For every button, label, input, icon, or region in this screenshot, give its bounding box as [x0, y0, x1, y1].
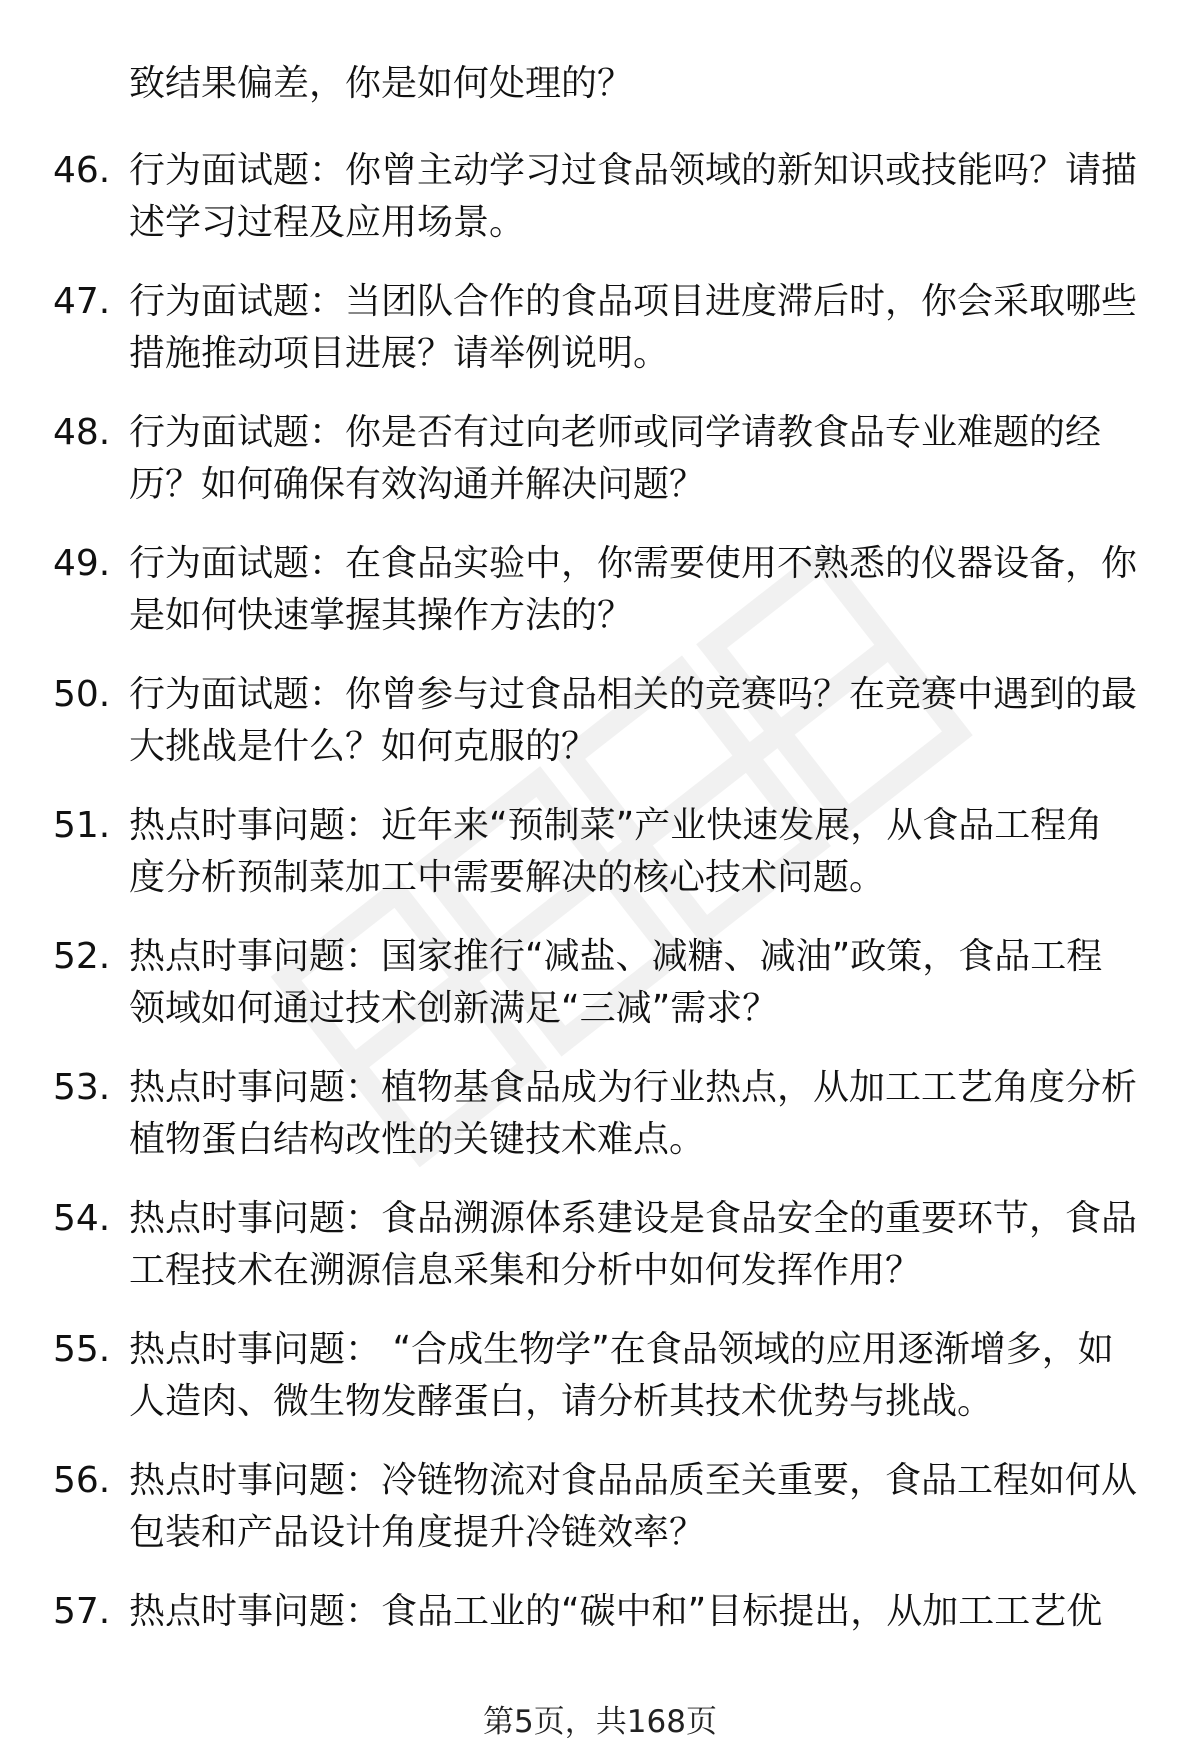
- question-number: 55.: [53, 1329, 111, 1370]
- question-item: [0, 1586, 1200, 1717]
- question-number: 53.: [53, 1067, 111, 1108]
- question-number: 46.: [53, 150, 111, 191]
- question-text: 热点时事问题：食品溯源体系建设是食品安全的重要环节，食品 工程技术在溯源信息采集和分析中如何发挥作用？: [129, 1198, 1138, 1291]
- question-item: [0, 538, 1200, 669]
- question-number: 48.: [53, 412, 111, 453]
- question-text: 热点时事问题：近年来“预制菜”产业快速发展，从食品工程角 度分析预制菜加工中需要解决的核心技术问题。: [129, 805, 1103, 898]
- continuation-line: 致结果偏差，你是如何处理的？: [129, 63, 634, 104]
- question-number: 54.: [53, 1198, 111, 1239]
- question-text: 热点时事问题：冷链物流对食品品质至关重要，食品工程如何从 包装和产品设计角度提升冷链效率？: [129, 1460, 1138, 1553]
- question-item: [0, 1324, 1200, 1455]
- question-number: 50.: [53, 674, 111, 715]
- question-item: [0, 145, 1200, 276]
- question-item: [0, 931, 1200, 1062]
- question-number: 47.: [53, 281, 111, 322]
- question-number: 51.: [53, 805, 111, 846]
- question-text: 热点时事问题：食品工业的“碳中和”目标提出，从加工工艺优: [129, 1591, 1103, 1632]
- question-item: [0, 669, 1200, 800]
- question-text: 热点时事问题：国家推行“减盐、减糖、减油”政策，食品工程 领域如何通过技术创新满足“三减”需求？: [129, 936, 1103, 1029]
- question-item: [0, 407, 1200, 538]
- question-list: [0, 145, 1200, 1717]
- question-text: 行为面试题：在食品实验中，你需要使用不熟悉的仪器设备，你 是如何快速掌握其操作方法的？: [129, 543, 1138, 636]
- question-number: 49.: [53, 543, 111, 584]
- question-text: 热点时事问题：植物基食品成为行业热点，从加工工艺角度分析 植物蛋白结构改性的关键技术难点。: [129, 1067, 1138, 1160]
- question-item: [0, 1062, 1200, 1193]
- question-text: 行为面试题：你曾主动学习过食品领域的新知识或技能吗？请描 述学习过程及应用场景。: [129, 150, 1138, 243]
- question-number: 52.: [53, 936, 111, 977]
- question-item: [0, 800, 1200, 931]
- question-text: 行为面试题：你是否有过向老师或同学请教食品专业难题的经 历？如何确保有效沟通并解决问题？: [129, 412, 1102, 505]
- question-text: 行为面试题：你曾参与过食品相关的竞赛吗？在竞赛中遇到的最 大挑战是什么？如何克服的？: [129, 674, 1138, 767]
- question-item: [0, 1455, 1200, 1586]
- page-footer: 第5页，共168页: [483, 1704, 717, 1740]
- question-text: 热点时事问题： “合成生物学”在食品领域的应用逐渐增多，如 人造肉、微生物发酵蛋白，请分析其技术优势与挑战。: [129, 1329, 1114, 1422]
- question-number: 57.: [53, 1591, 111, 1632]
- question-item: [0, 1193, 1200, 1324]
- question-number: 56.: [53, 1460, 111, 1501]
- question-text: 行为面试题：当团队合作的食品项目进度滞后时，你会采取哪些 措施推动项目进展？请举例说明。: [129, 281, 1138, 374]
- question-item: [0, 276, 1200, 407]
